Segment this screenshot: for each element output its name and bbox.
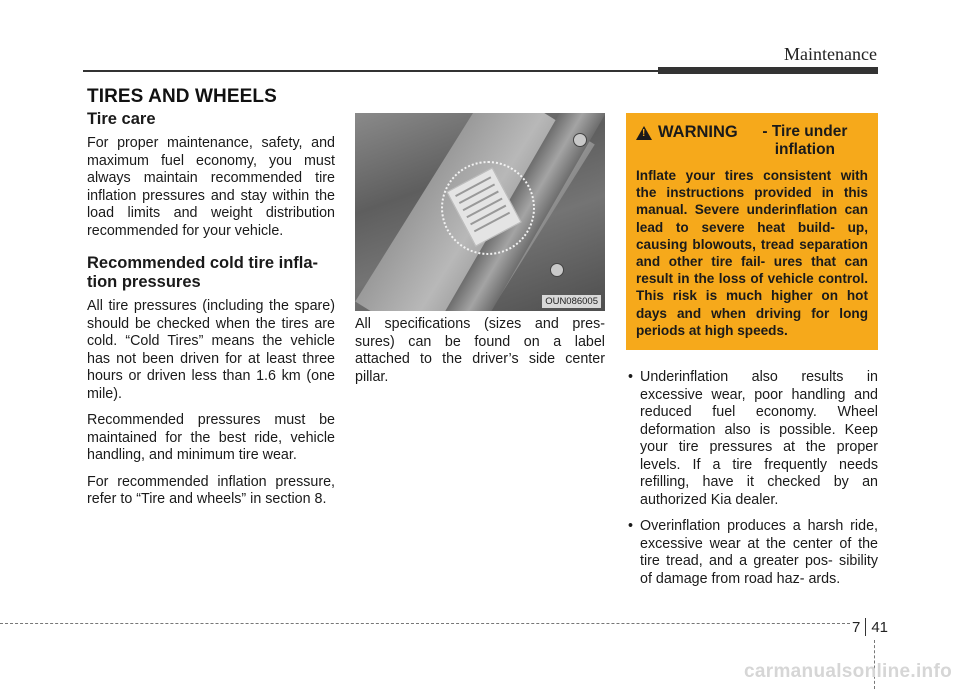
warning-header <box>636 123 868 159</box>
bolt-icon <box>550 263 564 277</box>
watermark: carmanualsonline.info <box>744 661 952 682</box>
list-item: • Overinflation produces a harsh ride, excessive wear at the center of the tire tread, and a greater pos- sibility of damage from road haz- ards. <box>626 518 878 588</box>
warning-word: WARNING <box>658 123 738 141</box>
column-2 <box>355 316 605 395</box>
header-rule <box>83 70 658 72</box>
section-title: TIRES AND WHEELS <box>87 86 277 107</box>
tire-label-photo <box>355 113 605 311</box>
highlight-circle <box>441 161 535 255</box>
warning-box <box>626 113 878 350</box>
dashed-rule <box>0 623 850 624</box>
heading-cold-pressures: Recommended cold tire infla- tion pressures <box>87 254 319 291</box>
bolt-icon <box>573 133 587 147</box>
para-recommended: Recommended pressures must be maintained for the best ride, vehicle handling, and minimum tire wear. <box>87 412 335 463</box>
page-divider <box>865 618 866 636</box>
para-tire-care: For proper maintenance, safety, and maximum fuel economy, you must always maintain recommended tire inflation pressures and stay within the load limits and weight distribution recommended for your vehicle. <box>87 135 335 239</box>
header-bar <box>658 67 878 74</box>
para-cold-tires: All tire pressures (including the spare) should be checked when the tires are cold. “Cold Tires” means the vehicle has not been driven for at least three hours or driven less than 1.6 km (one mile). <box>87 298 335 402</box>
heading-tire-care: Tire care <box>87 110 156 128</box>
para-refer: For recommended inflation pressure, refer to “Tire and wheels” in section 8. <box>87 473 335 507</box>
page-number-value: 41 <box>871 618 889 636</box>
figure-code: OUN086005 <box>542 295 601 308</box>
warning-subtitle: - Tire under inflation <box>762 123 848 158</box>
list-item: • Underinflation also results in excessive wear, poor handling and reduced fuel economy. Wheel deformation also is possible. Keep your tire pressures at the proper levels. If a tire frequently needs refilling, have it checked by an authorized Kia dealer. <box>626 369 878 509</box>
column-3 <box>626 369 878 597</box>
warning-triangle-icon <box>636 126 652 140</box>
header-title: Maintenance <box>784 44 877 64</box>
column-1 <box>87 110 335 518</box>
chapter-number: 7 <box>852 618 861 636</box>
para-specifications: All specifications (sizes and pres- sures) can be found on a label attached to the driver’s side center pillar. <box>355 316 605 385</box>
warning-body: Inflate your tires consistent with the instructions provided in this manual. Severe underinflation can lead to severe heat build- up, causing blowouts, tread separation and other tire fail- ures that can result in the loss of vehicle control. This risk is much higher on hot days and when driving for long periods at high speeds. <box>636 168 868 338</box>
page-number <box>852 618 888 636</box>
